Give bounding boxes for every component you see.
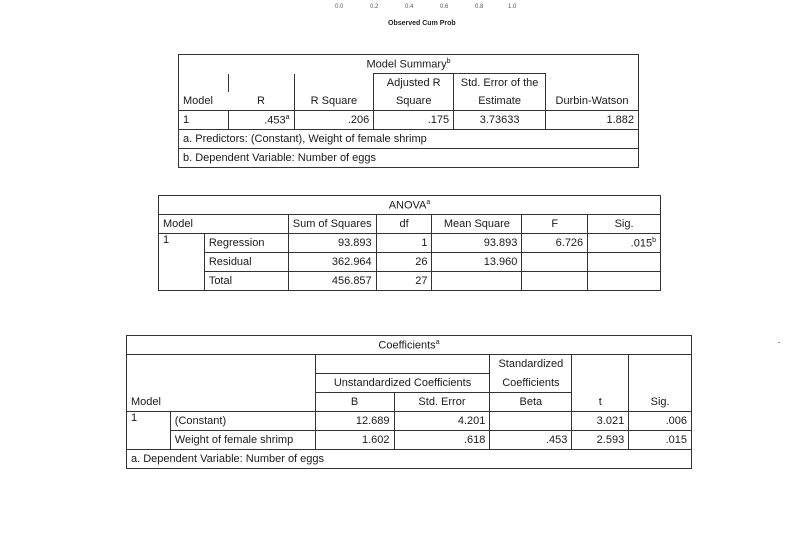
coef-header-std-error: Std. Error <box>394 393 490 412</box>
header-r-square: R Square <box>294 92 374 111</box>
anova-header-df: df <box>376 215 432 234</box>
header-std-error-line1: Std. Error of the <box>454 74 546 93</box>
coef-cell-t: 2.593 <box>572 431 629 450</box>
axis-tick: 0.0 <box>335 4 344 10</box>
cell-adjusted-r-square: .175 <box>374 111 454 130</box>
anova-cell-sig <box>588 253 661 272</box>
header-adjusted-r-line1: Adjusted R <box>374 74 454 93</box>
coef-header-sig: Sig. <box>629 393 692 412</box>
cell-r: .453$^a$ <box>228 111 294 130</box>
axis-tick: 1.0 <box>508 4 517 10</box>
anova-header-ss: Sum of Squares <box>288 215 376 234</box>
anova-header-sig: Sig. <box>588 215 661 234</box>
coef-cell-std-error: 4.201 <box>394 412 490 431</box>
header-durbin-watson: Durbin-Watson <box>546 92 639 111</box>
coef-header-unstandardized: Unstandardized Coefficients <box>315 374 490 393</box>
coefficients-title: Coefficients$^a$ <box>127 336 692 355</box>
coef-header-model: Model <box>127 393 316 412</box>
coef-footnote: a. Dependent Variable: Number of eggs <box>127 450 692 469</box>
scan-mark <box>778 342 780 343</box>
coef-cell-beta: .453 <box>490 431 572 450</box>
model-summary-title: Model Summary$^b$ <box>179 55 639 74</box>
cell-r-square: .206 <box>294 111 374 130</box>
anova-cell-df: 27 <box>376 272 432 291</box>
anova-row-label: Regression <box>204 234 288 253</box>
coef-cell-b: 1.602 <box>315 431 394 450</box>
coef-header-b: B <box>315 393 394 412</box>
footnote-dependent: b. Dependent Variable: Number of eggs <box>179 149 639 168</box>
footnote-predictors: a. Predictors: (Constant), Weight of female shrimp <box>179 130 639 149</box>
axis-tick: 0.6 <box>440 4 449 10</box>
model-summary-table <box>178 54 639 168</box>
coef-header-t: t <box>572 393 629 412</box>
coef-model-num: 1 <box>127 412 171 450</box>
anova-cell-ms: 13.960 <box>432 253 522 272</box>
cell-std-error: 3.73633 <box>454 111 546 130</box>
coef-row-label: Weight of female shrimp <box>170 431 315 450</box>
anova-header-model: Model <box>159 215 289 234</box>
coef-row-label: (Constant) <box>170 412 315 431</box>
axis-ticks <box>0 4 794 14</box>
anova-cell-ss: 362.964 <box>288 253 376 272</box>
header-adjusted-r-line2: Square <box>374 92 454 111</box>
anova-table <box>158 195 661 291</box>
header-r: R <box>228 92 294 111</box>
coef-cell-beta <box>490 412 572 431</box>
header-std-error-line2: Estimate <box>454 92 546 111</box>
anova-row-label: Total <box>204 272 288 291</box>
coef-cell-std-error: .618 <box>394 431 490 450</box>
coef-cell-sig: .006 <box>629 412 692 431</box>
header-model: Model <box>179 92 229 111</box>
anova-header-f: F <box>522 215 588 234</box>
axis-tick: 0.2 <box>370 4 379 10</box>
coefficients-table <box>126 335 692 469</box>
coef-cell-b: 12.689 <box>315 412 394 431</box>
coef-header-standardized-line1: Standardized <box>490 355 572 374</box>
anova-cell-f <box>522 253 588 272</box>
anova-cell-ms: 93.893 <box>432 234 522 253</box>
anova-cell-f: 6.726 <box>522 234 588 253</box>
axis-title: Observed Cum Prob <box>388 20 456 27</box>
coef-cell-sig: .015 <box>629 431 692 450</box>
anova-header-ms: Mean Square <box>432 215 522 234</box>
anova-cell-df: 26 <box>376 253 432 272</box>
coef-cell-t: 3.021 <box>572 412 629 431</box>
anova-title: ANOVA$^a$ <box>159 196 661 215</box>
anova-cell-ms <box>432 272 522 291</box>
coef-header-standardized-line2: Coefficients <box>490 374 572 393</box>
cell-durbin-watson: 1.882 <box>546 111 639 130</box>
anova-cell-df: 1 <box>376 234 432 253</box>
anova-cell-ss: 456.857 <box>288 272 376 291</box>
anova-cell-sig <box>588 272 661 291</box>
axis-tick: 0.4 <box>405 4 414 10</box>
anova-cell-ss: 93.893 <box>288 234 376 253</box>
anova-row-label: Residual <box>204 253 288 272</box>
anova-model-num: 1 <box>159 234 205 291</box>
cell-model: 1 <box>179 111 229 130</box>
anova-cell-f <box>522 272 588 291</box>
axis-tick: 0.8 <box>475 4 484 10</box>
coef-header-beta: Beta <box>490 393 572 412</box>
anova-cell-sig: .015$^b$ <box>588 234 661 253</box>
